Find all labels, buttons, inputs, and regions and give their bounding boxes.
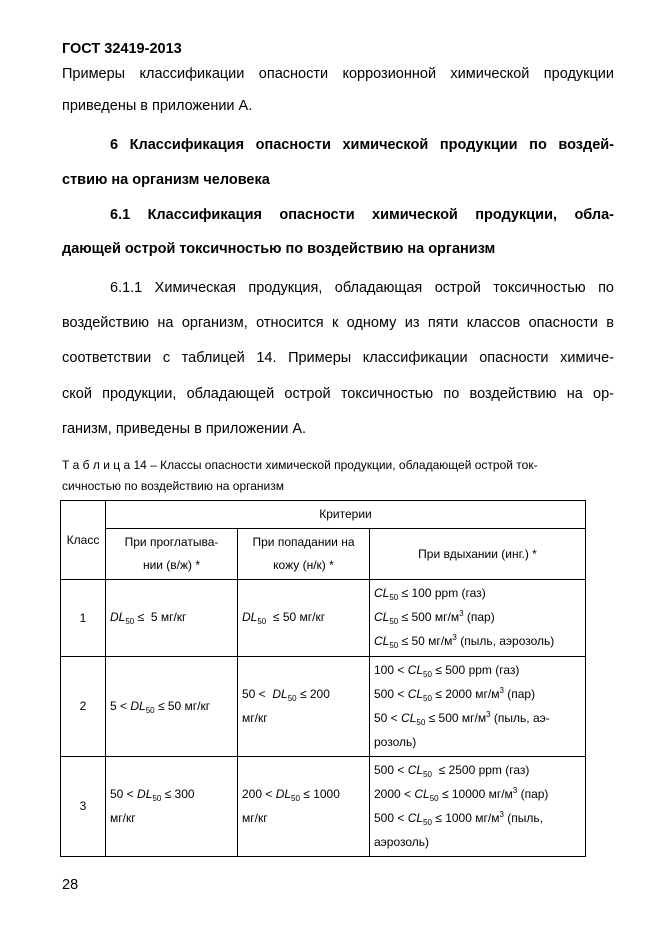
para-6-1-1-line-1: 6.1.1 Химическая продукция, обладающая острой токсичностью по bbox=[110, 280, 614, 296]
header-oral-line-1: При проглатыва- bbox=[124, 535, 219, 549]
class-cell: 3 bbox=[61, 757, 106, 857]
header-criteria: Критерии bbox=[106, 501, 586, 529]
dermal-cell: $50 < DL_{50} \le 200$ мг/кг bbox=[238, 657, 370, 757]
dermal-cell: $200 < DL_{50} \le 1000$ мг/кг bbox=[238, 757, 370, 857]
table-row bbox=[61, 757, 586, 857]
class-cell: 1 bbox=[61, 580, 106, 657]
section-6-1-heading-line-2: дающей острой токсичностью по воздействию на организм bbox=[62, 241, 496, 257]
table-caption-line-1: Т а б л и ц а 14 – Классы опасности химической продукции, обладающей острой ток- bbox=[62, 458, 538, 472]
header-dermal-line-1: При попадании на bbox=[252, 535, 355, 549]
oral-cell: $5 < DL_{50} \le 50$ мг/кг bbox=[106, 657, 238, 757]
para-6-1-1-line-2: воздействию на организм, относится к одному из пяти классов опасности в bbox=[62, 315, 614, 331]
para-6-1-1-line-5: ганизм, приведены в приложении А. bbox=[62, 421, 307, 437]
inhalation-cell: $100 < CL_{50} \le 500$ ppm (газ) $500 < CL_{50} \le 2000$ $мг/м^3$ (пар) $50 < CL_{50} \le 500$ $мг/м^3$ (пыль, аэ- розоль) bbox=[370, 657, 586, 757]
para-6-1-1-line-4: ской продукции, обладающей острой токсичностью по воздействию на ор- bbox=[62, 386, 614, 402]
para-6-1-1-line-3: соответствии с таблицей 14. Примеры классификации опасности химиче- bbox=[62, 350, 614, 366]
header-class: Класс bbox=[61, 501, 106, 580]
inhalation-cell: $500 < CL_{50} \le 2500$ ppm (газ) $2000 < CL_{50} \le 10000$ $мг/м^3$ (пар) $500 < CL_{50} \le 1000$ $мг/м^3$ (пыль, аэрозоль) bbox=[370, 757, 586, 857]
table-row bbox=[61, 580, 586, 657]
header-inhalation: При вдыхании (инг.) * bbox=[370, 529, 586, 580]
dermal-cell: $DL_{50} \le 50$ мг/кг bbox=[238, 580, 370, 657]
oral-cell: $50 < DL_{50} \le 300$ мг/кг bbox=[106, 757, 238, 857]
toxicity-classes-table bbox=[60, 500, 586, 857]
document-header: ГОСТ 32419-2013 bbox=[62, 41, 182, 57]
section-6-heading-line-1: 6 Классификация опасности химической продукции по воздей- bbox=[110, 137, 614, 153]
header-dermal-line-2: кожу (н/к) * bbox=[273, 558, 334, 572]
intro-line-1: Примеры классификации опасности коррозионной химической продукции bbox=[62, 66, 614, 82]
header-oral-line-2: нии (в/ж) * bbox=[142, 558, 201, 572]
section-6-heading-line-2: ствию на организм человека bbox=[62, 172, 270, 188]
header-oral bbox=[106, 529, 238, 580]
intro-line-2: приведены в приложении А. bbox=[62, 98, 253, 114]
oral-cell: $DL_{50} \le 5$ мг/кг bbox=[106, 580, 238, 657]
table-row bbox=[61, 657, 586, 757]
table-caption-line-2: сичностью по воздействию на организм bbox=[62, 479, 284, 493]
class-cell: 2 bbox=[61, 657, 106, 757]
page-number: 28 bbox=[62, 877, 79, 893]
inhalation-cell: $CL_{50} \le 100$ ppm (газ) $CL_{50} \le 500$ $мг/м^3$ (пар) $CL_{50} \le 50$ $мг/м^3$ (пыль, аэрозоль) bbox=[370, 580, 586, 657]
header-dermal bbox=[238, 529, 370, 580]
section-6-1-heading-line-1: 6.1 Классификация опасности химической продукции, обла- bbox=[110, 207, 614, 223]
